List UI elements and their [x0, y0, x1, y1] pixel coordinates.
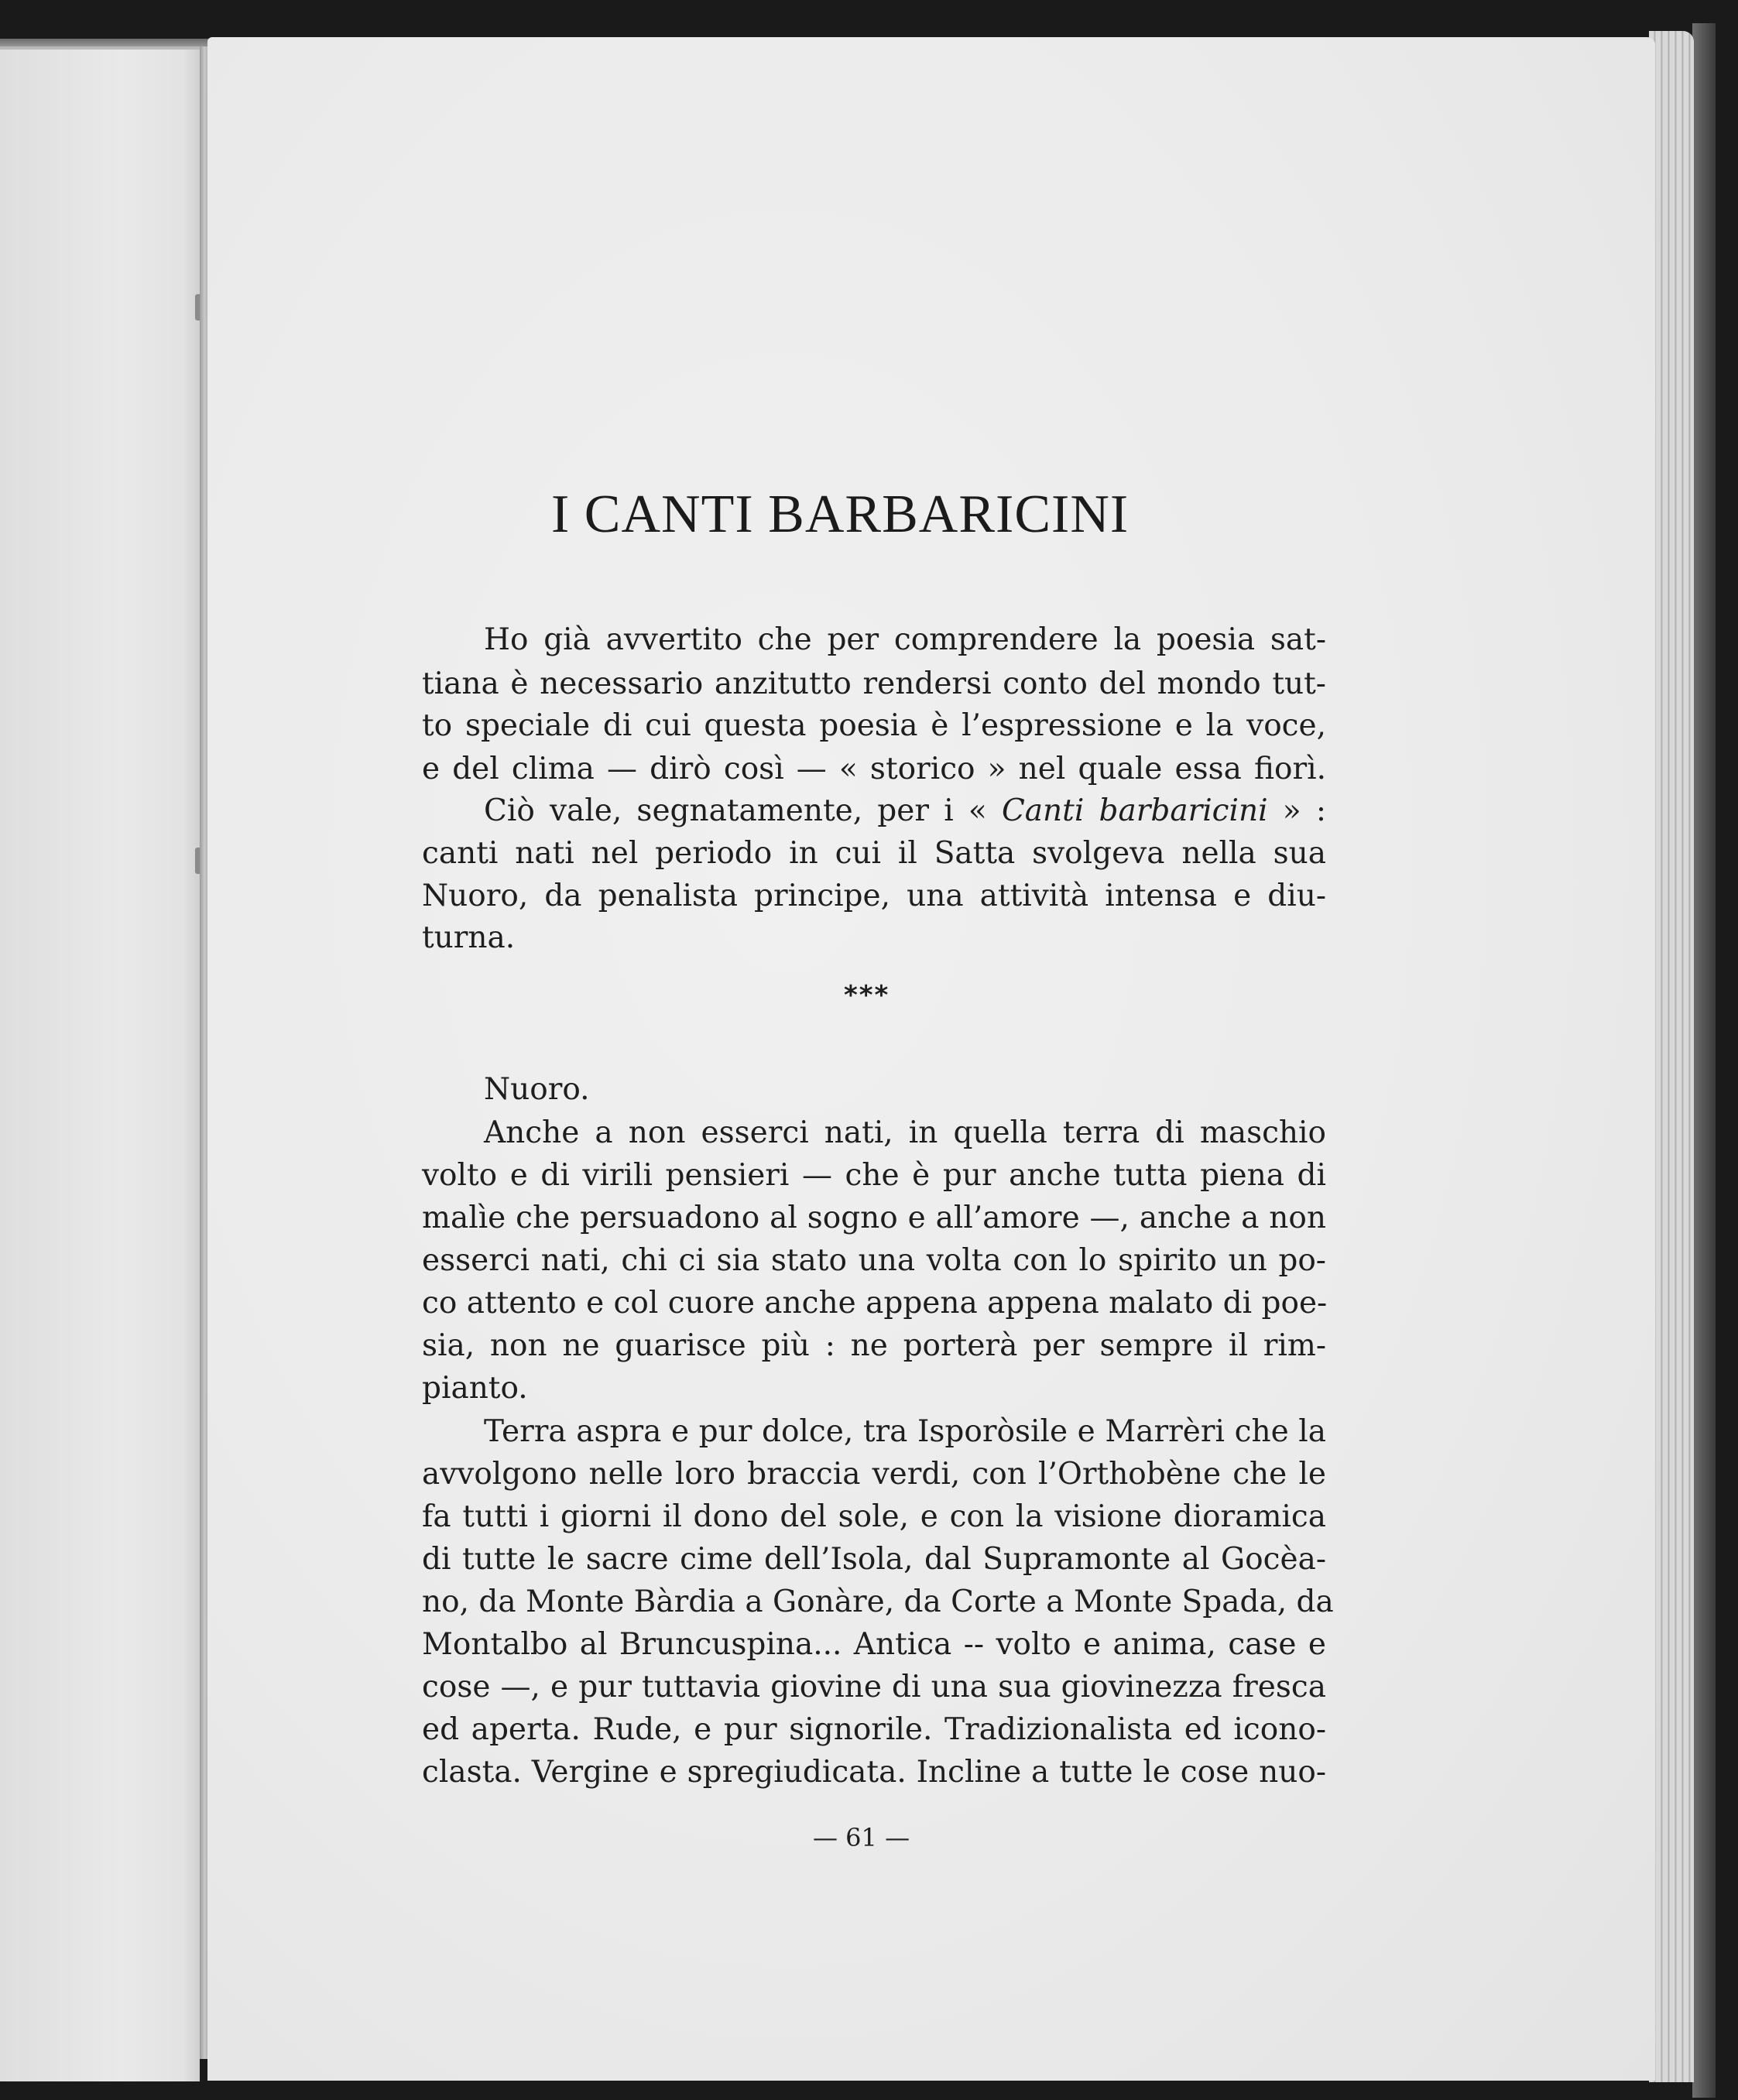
- text-line: di tutte le sacre cime dell’Isola, dal Supramonte al Gocèa-: [422, 1542, 1326, 1577]
- text-line: fa tutti i giorni il dono del sole, e con la visione dioramica: [422, 1499, 1326, 1534]
- text-line: ed aperta. Rude, e pur signorile. Tradizionalista ed icono-: [422, 1712, 1326, 1747]
- chapter-title: I CANTI BARBARICINI: [551, 485, 1130, 544]
- text-line: co attento e col cuore anche appena appena malato di poe-: [422, 1286, 1328, 1321]
- left-page-blank: [0, 46, 200, 2081]
- book-spine-shadow: [1692, 23, 1716, 2098]
- text-line: cose —, e pur tuttavia giovine di una sua giovinezza fresca: [422, 1670, 1326, 1704]
- text-line: Anche a non esserci nati, in quella terra di maschio: [484, 1115, 1326, 1150]
- text-line: to speciale di cui questa poesia è l’espressione e la voce,: [422, 708, 1326, 743]
- text-line: avvolgono nelle loro braccia verdi, con l’Orthobène che le: [422, 1457, 1326, 1492]
- text-line: clasta. Vergine e spregiudicata. Incline a tutte le cose nuo-: [422, 1755, 1326, 1790]
- text-line: Nuoro.: [484, 1072, 590, 1107]
- section-separator: ***: [844, 980, 890, 1011]
- text-line: tiana è necessario anzitutto rendersi conto del mondo tut-: [422, 666, 1326, 701]
- work-title-italic: Canti barbaricini: [1001, 793, 1268, 828]
- text-line: Nuoro, da penalista principe, una attività intensa e diu-: [422, 879, 1326, 913]
- text-line: no, da Monte Bàrdia a Gonàre, da Corte a Monte Spada, da: [422, 1584, 1334, 1619]
- text-line: Terra aspra e pur dolce, tra Isporòsile e Marrèri che la: [484, 1414, 1326, 1449]
- text-line: Ho già avvertito che per comprendere la poesia sat-: [484, 622, 1326, 657]
- text-line: turna.: [422, 920, 516, 955]
- text-line: malìe che persuadono al sogno e all’amore —, anche a non: [422, 1201, 1326, 1235]
- text-line: pianto.: [422, 1371, 528, 1406]
- text-fragment: Ciò vale, segnatamente, per i «: [484, 793, 1002, 828]
- page-edges: [1649, 31, 1694, 2082]
- text-line: volto e di virili pensieri — che è pur anche tutta piena di: [422, 1158, 1326, 1193]
- text-line: esserci nati, chi ci sia stato una volta con lo spirito un po-: [422, 1243, 1326, 1278]
- text-line: canti nati nel periodo in cui il Satta svolgeva nella sua: [422, 836, 1326, 871]
- text-line: e del clima — dirò così — « storico » nel quale essa fiorì.: [422, 752, 1326, 786]
- page-number: — 61 —: [813, 1823, 910, 1852]
- text-line: sia, non ne guarisce più : ne porterà per sempre il rim-: [422, 1328, 1326, 1363]
- text-fragment: » :: [1267, 793, 1326, 828]
- text-line: Montalbo al Bruncuspina... Antica -- volto e anima, case e: [422, 1627, 1326, 1662]
- text-line: [484, 790, 1326, 833]
